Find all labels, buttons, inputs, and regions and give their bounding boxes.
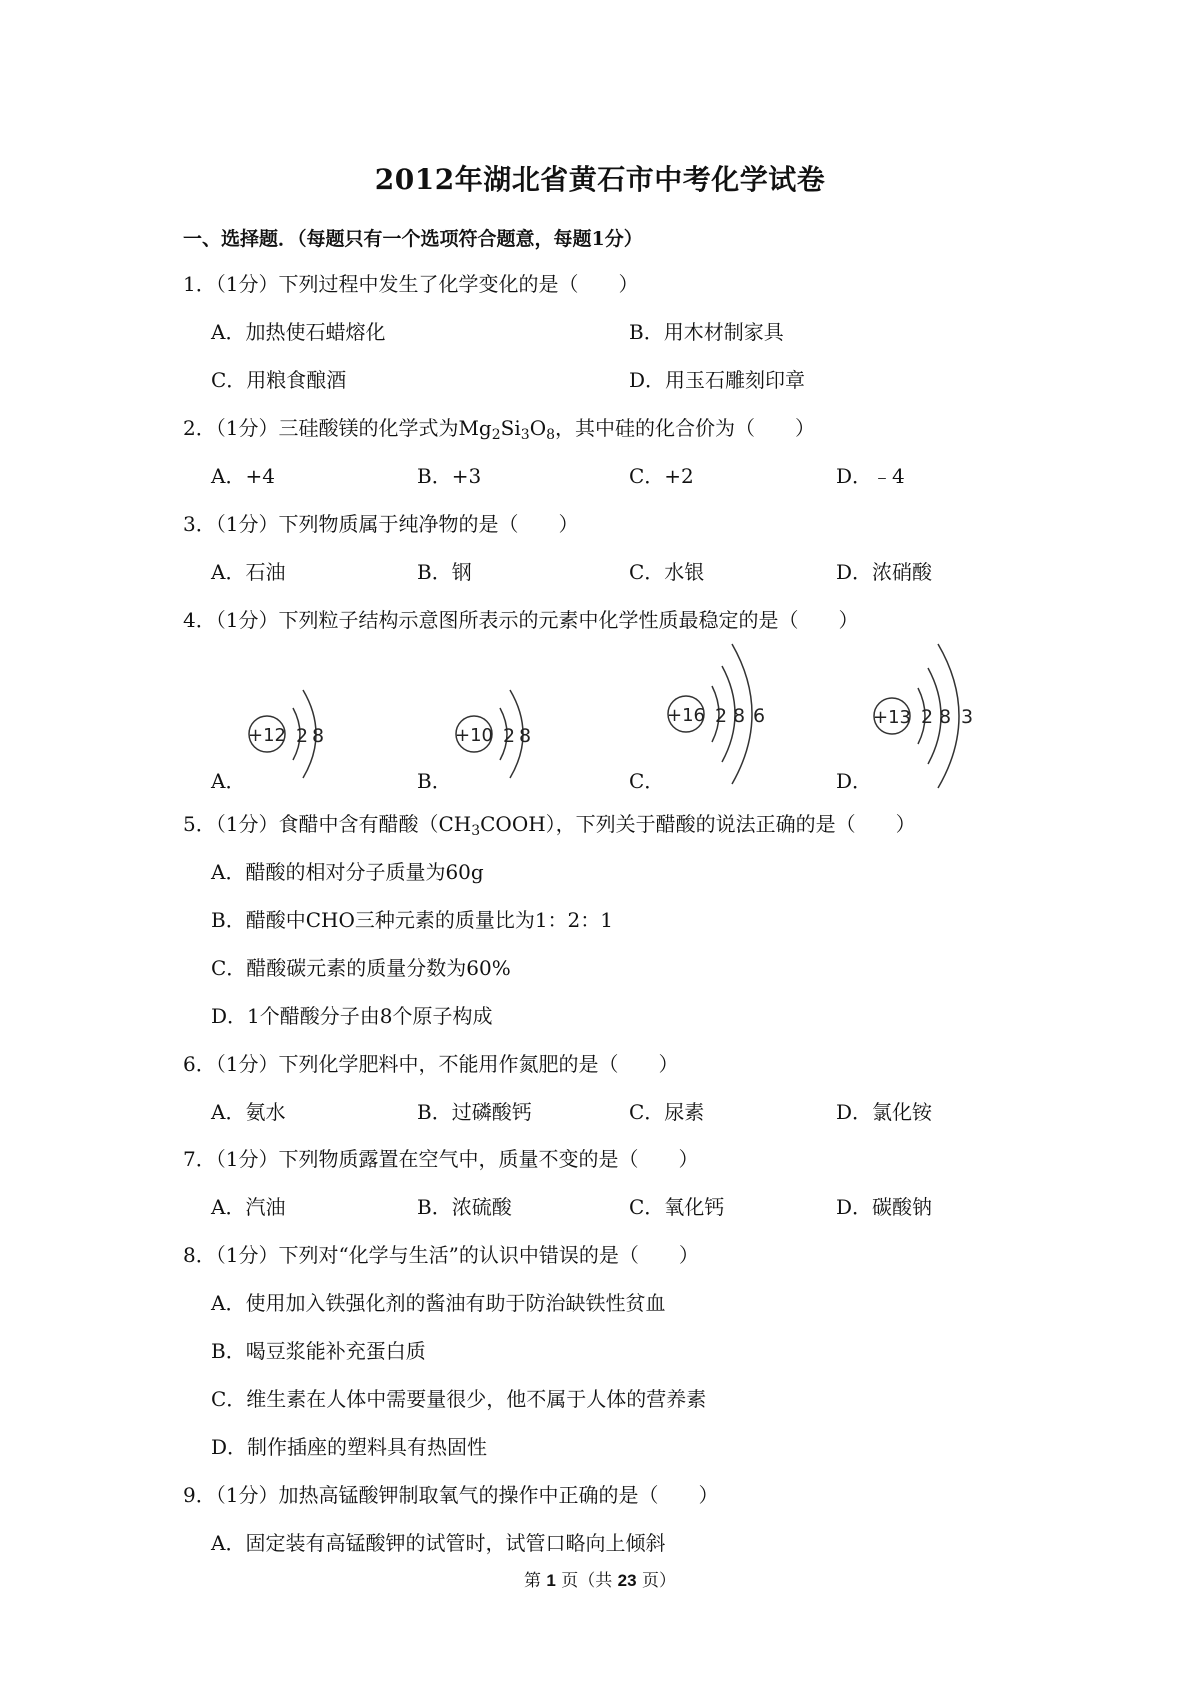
question-8: 8．（1分）下列对“化学与生活”的认识中错误的是（ ） <box>183 1243 699 1267</box>
q5-option-d[interactable]: D．1个醋酸分子由8个原子构成 <box>211 1004 493 1028</box>
total-pages: 23 <box>617 1571 637 1590</box>
shell-electrons: 2 <box>502 725 516 747</box>
q1-option-c[interactable]: C．用粮食酿酒 <box>211 368 347 392</box>
shell-electrons: 8 <box>311 725 325 747</box>
q3-option-a[interactable]: A．石油 <box>211 560 286 584</box>
shell-electrons: 2 <box>920 706 934 728</box>
question-7: 7．（1分）下列物质露置在空气中，质量不变的是（ ） <box>183 1147 699 1171</box>
shell-electrons: 2 <box>295 725 309 747</box>
q3-option-b[interactable]: B．钢 <box>417 560 472 584</box>
q5-option-a[interactable]: A．醋酸的相对分子质量为60g <box>211 860 484 884</box>
q2-option-c[interactable]: C．+2 <box>629 464 694 488</box>
shell-electrons: 8 <box>518 725 532 747</box>
q7-option-c[interactable]: C．氧化钙 <box>629 1195 725 1219</box>
q2-option-b[interactable]: B．+3 <box>417 464 482 488</box>
q1-option-d[interactable]: D．用玉石雕刻印章 <box>629 368 806 392</box>
q7-option-a[interactable]: A．汽油 <box>211 1195 286 1219</box>
q1-option-a[interactable]: A．加热使石蜡熔化 <box>211 320 386 344</box>
q4-option-c[interactable]: C． <box>629 769 665 793</box>
page-footer: 第 1 页（共 23 页） <box>523 1571 676 1591</box>
question-3: 3．（1分）下列物质属于纯净物的是（ ） <box>183 512 579 536</box>
q3-option-d[interactable]: D．浓硝酸 <box>836 560 933 584</box>
shell-electrons: 8 <box>938 706 952 728</box>
question-6: 6．（1分）下列化学肥料中，不能用作氮肥的是（ ） <box>183 1052 679 1076</box>
page-number: 1 <box>546 1571 556 1590</box>
question-9: 9．（1分）加热高锰酸钾制取氧气的操作中正确的是（ ） <box>183 1483 719 1507</box>
atom-diagram-b <box>452 668 552 792</box>
q2-option-d[interactable]: D．﹣4 <box>836 464 905 488</box>
q6-option-a[interactable]: A．氨水 <box>211 1100 286 1124</box>
q4-option-a[interactable]: A． <box>211 769 246 793</box>
nucleus-charge: +16 <box>667 705 705 726</box>
shell-electrons: 3 <box>960 706 974 728</box>
shell-electrons: 8 <box>732 705 746 727</box>
q3-option-c[interactable]: C．水银 <box>629 560 705 584</box>
q8-option-a[interactable]: A．使用加入铁强化剂的酱油有助于防治缺铁性贫血 <box>211 1291 666 1315</box>
q6-option-c[interactable]: C．尿素 <box>629 1100 705 1124</box>
q7-option-b[interactable]: B．浓硫酸 <box>417 1195 512 1219</box>
question-1: 1．（1分）下列过程中发生了化学变化的是（ ） <box>183 272 639 296</box>
q2-option-a[interactable]: A．+4 <box>211 464 275 488</box>
atom-diagram-d <box>870 638 990 794</box>
page-title: 2012年湖北省黄石市中考化学试卷 <box>374 163 826 196</box>
q1-option-b[interactable]: B．用木材制家具 <box>629 320 784 344</box>
question-2: 2．（1分）三硅酸镁的化学式为$Mg_2Si_3O_8$，其中硅的化合价为（ ） <box>183 416 816 443</box>
atom-diagram-c <box>664 638 784 794</box>
question-5: 5．（1分）食醋中含有醋酸$(CH_3COOH)$，下列关于醋酸的说法正确的是（ ） <box>183 812 916 839</box>
atom-diagram-a <box>245 668 345 792</box>
nucleus-charge: +10 <box>455 725 493 746</box>
question-4: 4．（1分）下列粒子结构示意图所表示的元素中化学性质最稳定的是（ ） <box>183 608 859 632</box>
q7-option-d[interactable]: D．碳酸钠 <box>836 1195 933 1219</box>
nucleus-charge: +13 <box>873 707 911 728</box>
section-heading: 一、选择题．（每题只有一个选项符合题意，每题1分） <box>183 228 643 250</box>
shell-electrons: 2 <box>714 705 728 727</box>
q6-option-d[interactable]: D．氯化铵 <box>836 1100 933 1124</box>
q4-option-d[interactable]: D． <box>836 769 873 793</box>
shell-electrons: 6 <box>752 705 766 727</box>
nucleus-charge: +12 <box>248 725 286 746</box>
q9-option-a[interactable]: A．固定装有高锰酸钾的试管时，试管口略向上倾斜 <box>211 1531 666 1555</box>
q8-option-b[interactable]: B．喝豆浆能补充蛋白质 <box>211 1339 426 1363</box>
q8-option-d[interactable]: D．制作插座的塑料具有热固性 <box>211 1435 488 1459</box>
q5-option-c[interactable]: C．醋酸碳元素的质量分数为60% <box>211 956 511 980</box>
q5-option-b[interactable]: B．醋酸中CHO三种元素的质量比为1：2：1 <box>211 908 614 932</box>
q8-option-c[interactable]: C．维生素在人体中需要量很少，他不属于人体的营养素 <box>211 1387 707 1411</box>
q4-option-b[interactable]: B． <box>417 769 452 793</box>
q6-option-b[interactable]: B．过磷酸钙 <box>417 1100 532 1124</box>
